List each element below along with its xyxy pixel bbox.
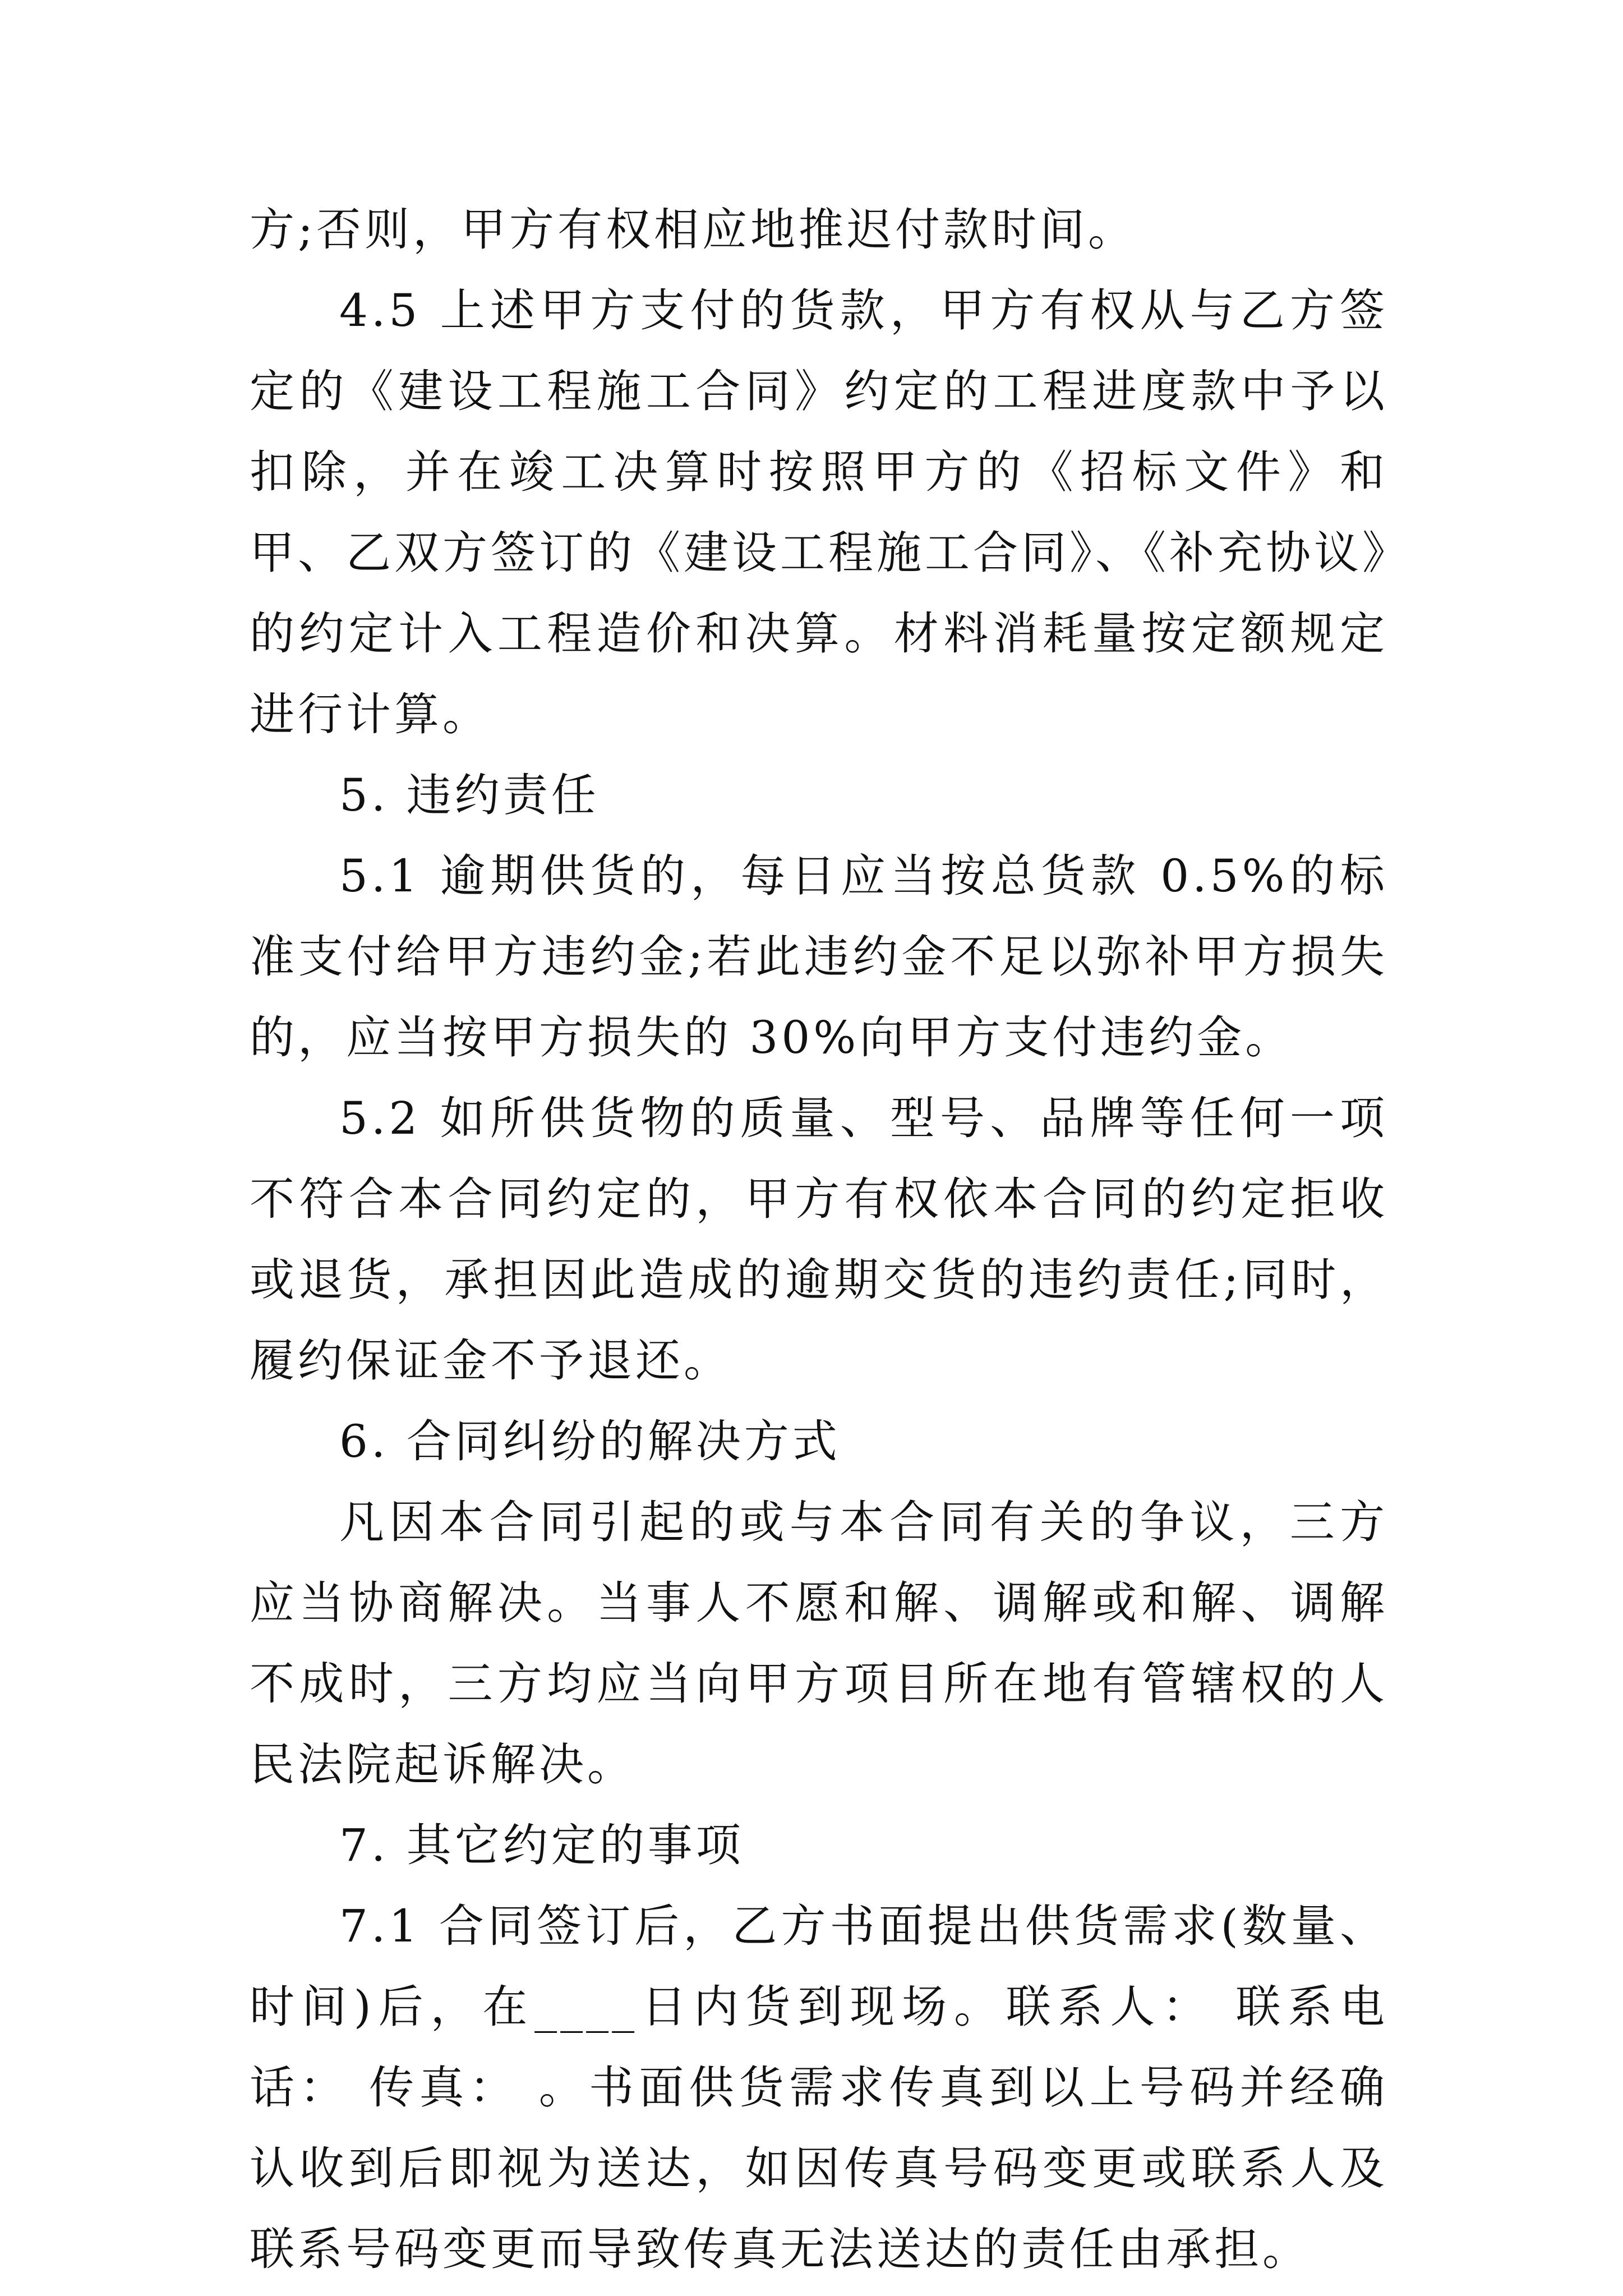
heading-other-matters: 7. 其它约定的事项 xyxy=(339,1819,744,1871)
paragraph-clause-4-5: 4.5 上述甲方支付的货款，甲方有权从与乙方签定的《建设工程施工合同》约定的工程进度款中予以扣除，并在竣工决算时按照甲方的《招标文件》和甲、乙双方签订的《建设工程施工合同》、《补充协议》的约定计入工程造价和决算。材料消耗量按定额规定进行计算。 xyxy=(250,284,1388,740)
paragraph-payment-delay: 方;否则，甲方有权相应地推迟付款时间。 xyxy=(250,204,1136,256)
paragraph-clause-7-1: 7.1 合同签订后，乙方书面提出供货需求(数量、时间)后，在____日内货到现场。联系人： 联系电话： 传真： 。书面供货需求传真到以上号码并经确认收到后即视为送达，如因传真号码变更或联系人及联系号码变更而导致传真无法送达的责任由承担。 xyxy=(250,1900,1388,2275)
paragraph-dispute-resolution: 凡因本合同引起的或与本合同有关的争议，三方应当协商解决。当事人不愿和解、调解或和解、调解不成时，三方均应当向甲方项目所在地有管辖权的人民法院起诉解决。 xyxy=(250,1496,1388,1791)
paragraph-clause-5-1: 5.1 逾期供货的，每日应当按总货款 0.5%的标准支付给甲方违约金;若此违约金不足以弥补甲方损失的，应当按甲方损失的 30%向甲方支付违约金。 xyxy=(250,850,1388,1064)
document-body xyxy=(250,190,1388,2290)
heading-dispute-resolution: 6. 合同纠纷的解决方式 xyxy=(339,1415,841,1467)
heading-breach-liability: 5. 违约责任 xyxy=(339,769,600,821)
paragraph-clause-5-2: 5.2 如所供货物的质量、型号、品牌等任何一项不符合本合同约定的，甲方有权依本合同的约定拒收或退货，承担因此造成的逾期交货的违约责任;同时，履约保证金不予退还。 xyxy=(250,1092,1388,1387)
